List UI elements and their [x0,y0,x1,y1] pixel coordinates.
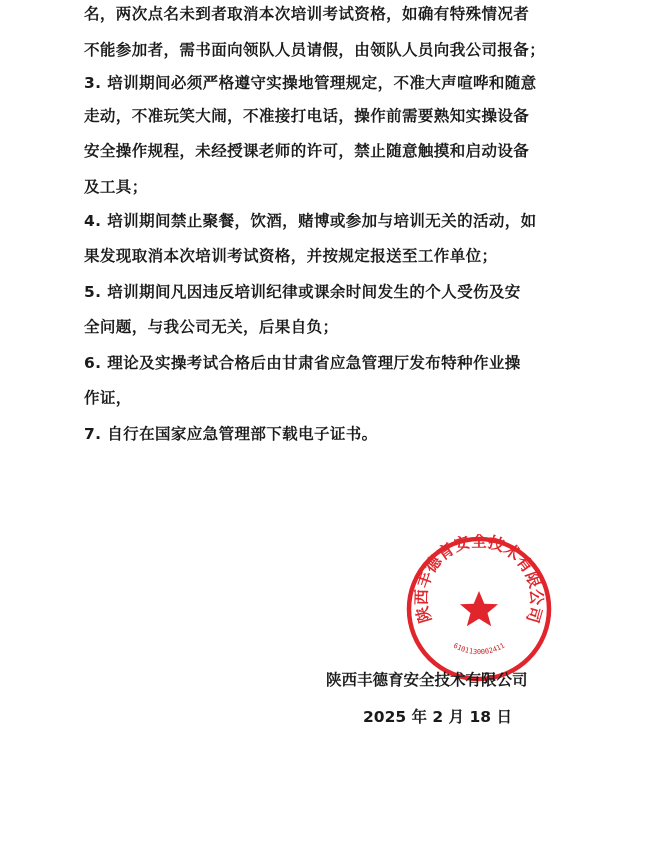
seal-text: 陕西丰德育安全技术有限公司 [411,534,547,626]
body-line: 果发现取消本次培训考试资格，并按规定报送至工作单位； [84,247,498,265]
company-seal [404,534,554,684]
body-line: 3. 培训期间必须严格遵守实操地管理规定，不准大声喧哗和随意 [84,74,537,92]
seal-graphic [404,534,554,684]
body-line: 名，两次点名未到者取消本次培训考试资格，如确有特殊情况者 [84,5,530,23]
body-line: 4. 培训期间禁止聚餐，饮酒，赌博或参加与培训无关的活动，如 [84,212,537,230]
body-line: 作证， [84,389,132,407]
seal-code: 6101130002411 [451,641,507,657]
body-line: 7. 自行在国家应急管理部下载电子证书。 [84,425,378,443]
body-line: 安全操作规程，未经授课老师的许可，禁止随意触摸和启动设备 [84,142,530,160]
signature-date: 2025 年 2 月 18 日 [363,708,512,726]
body-line: 及工具； [84,178,148,196]
body-line: 不能参加者，需书面向领队人员请假，由领队人员向我公司报备； [84,41,546,59]
body-line: 全问题，与我公司无关，后果自负； [84,318,339,336]
company-signature: 陕西丰德育安全技术有限公司 [326,671,528,689]
body-line: 5. 培训期间凡因违反培训纪律或课余时间发生的个人受伤及安 [84,283,521,301]
seal-star-icon [460,591,498,626]
body-line: 走动，不准玩笑大闹，不准接打电话，操作前需要熟知实操设备 [84,107,530,125]
body-line: 6. 理论及实操考试合格后由甘肃省应急管理厅发布特种作业操 [84,354,521,372]
